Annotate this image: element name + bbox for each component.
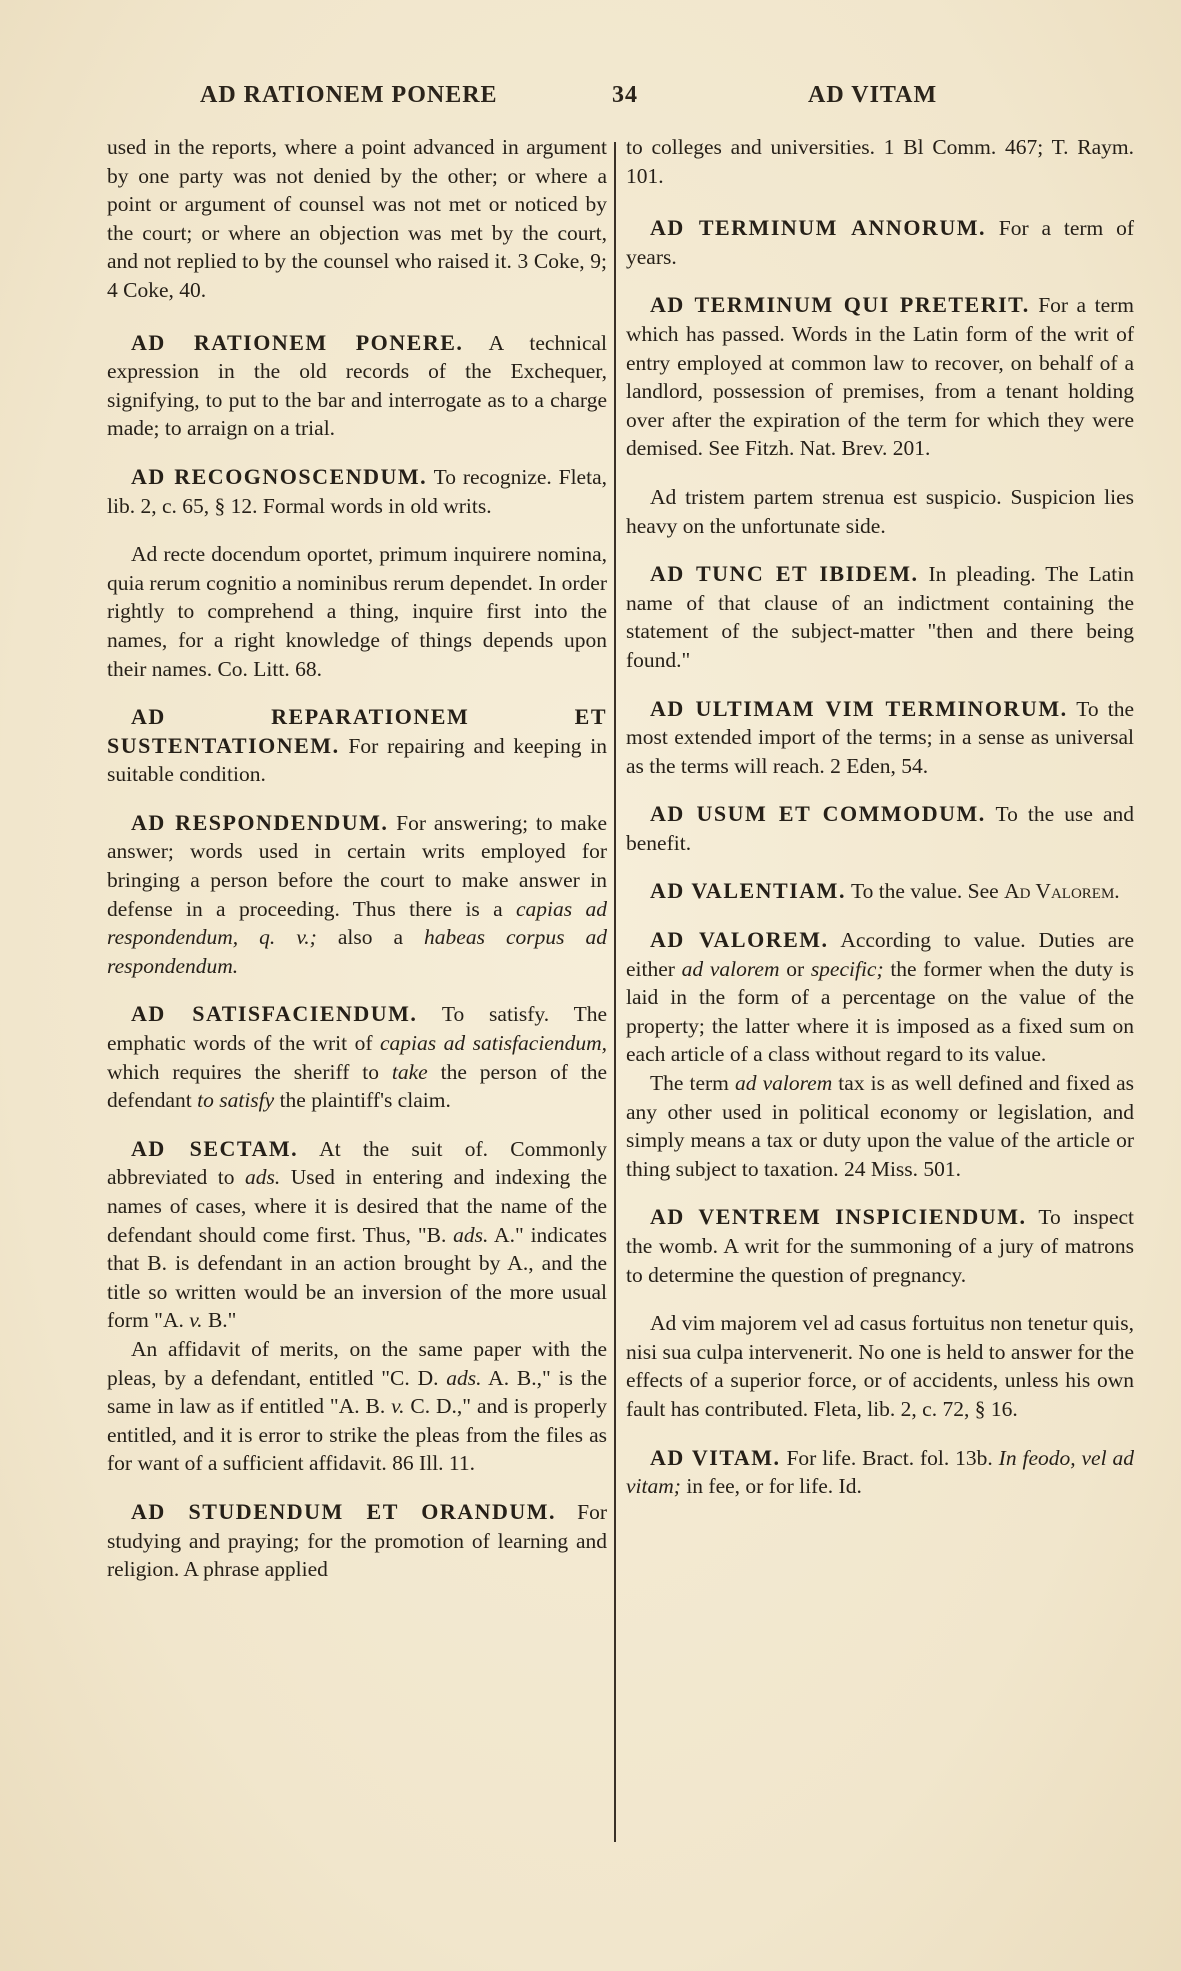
continued-entry: used in the reports, where a point advanced in argument by one party was not denied by the other; or where a point or argument of counsel was not met or noticed by the court; or where an objection was met by the court, and not replied to by the counsel who raised it. 3 Coke, 9; 4 Coke, 40. (107, 135, 607, 302)
maxim-ad-vim-majorem: Ad vim majorem vel ad casus fortuitus non tenetur quis, nisi sua culpa intervenerit. No one is held to answer for the effects of a superior force, or of accidents, unless his own fault has contributed. Fleta, lib. 2, c. 72, § 16. (626, 1311, 1135, 1421)
entry-ad-studendum-et-orandum: AD STUDENDUM ET ORANDUM. For studying and praying; for the promotion of learning and religion. A phrase applied (107, 1498, 608, 1582)
entry-ad-valentiam: AD VALENTIAM. To the value. See Ad Valorem. (650, 878, 1120, 904)
continued-entry: to colleges and universities. 1 Bl Comm. 467; T. Raym. 101. (626, 135, 1134, 188)
entry-ad-respondendum: AD RESPONDENDUM. For answering; to make answer; words used in certain writs employed for bringing a person before the court to make answer in defense in a proceeding. Thus there is a capias ad respondendum, q. v.; also a habeas corpus ad respondendum. (107, 809, 607, 978)
running-header (0, 82, 1181, 122)
page-number: 34 (612, 82, 638, 108)
header-right-guide-word: AD VITAM (808, 82, 938, 108)
entry-ad-terminum-annorum: AD TERMINUM ANNORUM. For a term of years. (626, 215, 1134, 269)
column-divider (614, 142, 616, 1842)
entry-ad-sectam: AD SECTAM. At the suit of. Commonly abbreviated to ads. Used in entering and indexing the names of cases, where it is desired that the name of the defendant should come first. Thus, "B. ads. A." indicates that B. is defendant in an action brought by A., and the title so written would be an inversion of the more usual form "A. v. B." (107, 1135, 607, 1333)
maxim-ad-recte-docendum: Ad recte docendum oportet, primum inquirere nomina, quia rerum cognitio a nominibus rerum dependet. In order rightly to comprehend a thing, inquire first into the names, for a right knowledge of things depends upon their names. Co. Litt. 68. (107, 542, 607, 681)
entry-ad-ventrem-inspiciendum: AD VENTREM INSPICIENDUM. To inspect the womb. A writ for the summoning of a jury of matrons to determine the question of pregnancy. (626, 1204, 1134, 1287)
maxim-ad-tristem-partem: Ad tristem partem strenua est suspicio. Suspicion lies heavy on the unfortunate side. (626, 484, 1135, 538)
entry-ad-tunc-et-ibidem: AD TUNC ET IBIDEM. In pleading. The Latin name of that clause of an indictment containing the statement of the subject-matter "then and there being found." (626, 561, 1134, 672)
entry-ad-valorem: AD VALOREM. According to value. Duties are either ad valorem or specific; the former when the duty is laid in the form of a percentage on the value of the property; the latter where it is imposed as a fixed sum on each article of a class without regard to its value. (626, 927, 1134, 1067)
entry-ad-recognoscendum: AD RECOGNOSCENDUM. To recognize. Fleta, lib. 2, c. 65, § 12. Formal words in old writs. (107, 463, 607, 518)
entry-ad-sectam-paragraph-2: An affidavit of merits, on the same paper with the pleas, by a defendant, entitled "C. D. ads. A. B.," is the same in law as if entitled "A. B. v. C. D.," and is properly entitled, and it is error to strike the pleas from the files as for want of a sufficient affidavit. 86 Ill. 11. (107, 1336, 607, 1476)
header-left-guide-word: AD RATIONEM PONERE (200, 82, 498, 108)
entry-ad-satisfaciendum: AD SATISFACIENDUM. To satisfy. The emphatic words of the writ of capias ad satisfaciendum, which requires the sheriff to take the person of the defendant to satisfy the plaintiff's claim. (107, 1001, 607, 1113)
left-column (107, 133, 607, 1604)
entry-ad-usum-et-commodum: AD USUM ET COMMODUM. To the use and benefit. (626, 801, 1134, 855)
entry-ad-ultimam-vim-terminorum: AD ULTIMAM VIM TERMINORUM. To the most extended import of the terms; in a sense as universal as the terms will reach. 2 Eden, 54. (626, 695, 1134, 778)
entry-ad-terminum-qui-preterit: AD TERMINUM QUI PRETERIT. For a term which has passed. Words in the Latin form of the writ of entry employed at common law to recover, on behalf of a landlord, possession of premises, from a tenant holding over after the expiration of the term for which they were demised. See Fitzh. Nat. Brev. 201. (626, 292, 1134, 461)
entry-ad-reparationem: AD REPARATIONEM ET SUSTENTATIONEM. For repairing and keeping in suitable condition. (107, 704, 607, 787)
entry-ad-valorem-paragraph-2: The term ad valorem tax is as well defined and fixed as any other used in political economy or legislation, and simply means a tax or duty upon the value of the article or thing subject to taxation. 24 Miss. 501. (626, 1071, 1134, 1181)
entry-ad-vitam: AD VITAM. For life. Bract. fol. 13b. In feodo, vel ad vitam; in fee, or for life. Id. (626, 1444, 1134, 1499)
right-column (626, 133, 1134, 1521)
entry-ad-rationem-ponere: AD RATIONEM PONERE. A technical expression in the old records of the Exchequer, signifying, to put to the bar and interrogate as to a charge made; to arraign on a trial. (107, 329, 608, 441)
